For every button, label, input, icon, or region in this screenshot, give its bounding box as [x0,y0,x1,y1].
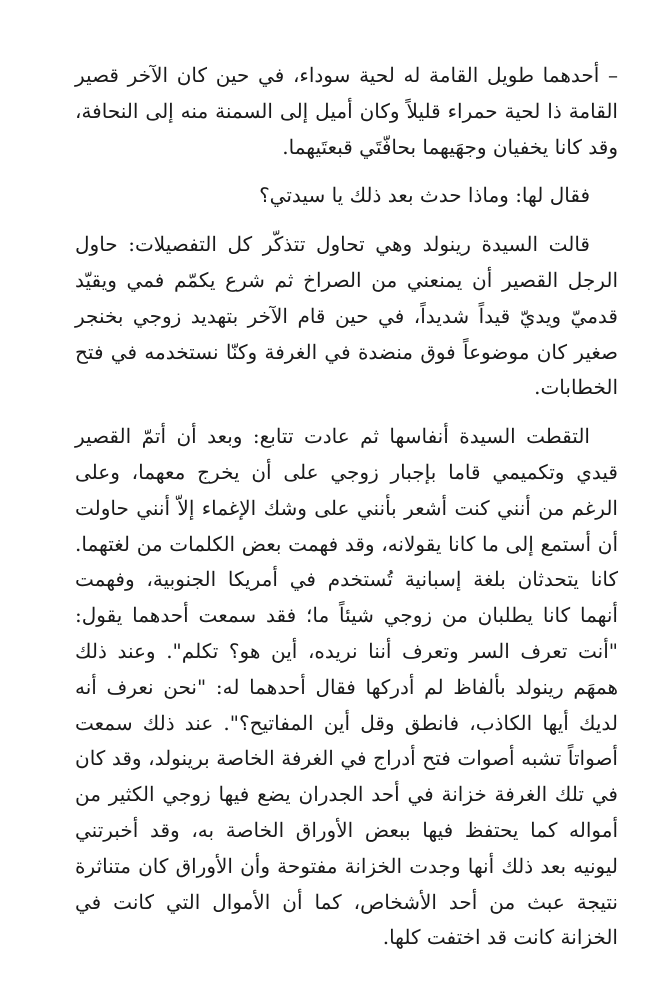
document-page [75,58,618,956]
paragraph-gap [75,214,618,227]
paragraph-mrs-renauld-account: قالت السيدة رينولد وهي تحاول تتذكّر كل التفصيلات: حاول الرجل القصير أن يمنعني من الصراخ ثم شرع يكمّم فمي ويقيّد قدميّ ويديّ قيداً شديداً، في حين قام الآخر بتهديد زوجي بخنجر صغير كان موضوعاً فوق منضدة في الغرفة وكنّا نستخدمه في فتح الخطابات. [75,232,618,400]
paragraph-continuation: التقطت السيدة أنفاسها ثم عادت تتابع: وبعد أن أتمّ القصير قيدي وتكميمي قاما بإجبار زوجي على أن يخرج معهما، وعلى الرغم من أنني كنت أشعر بأنني على وشك الإغماء إلاّ أنني حاولت أن أستمع إلى ما كانا يقولانه، وقد فهمت بعض الكلمات من لغتهما. كانا يتحدثان بلغة إسبانية تُستخدم في أمريكا الجنوبية، وفهمت أنهما كانا يطلبان من زوجي شيئاً ما؛ فقد سمعت أحدهما يقول: "أنت تعرف السر وتعرف أننا نريده، أين هو؟ تكلم". وعند ذلك همهَم رينولد بألفاظ لم أدركها فقال أحدهما له: "نحن نعرف أنه لديك أيها الكاذب، فانطق وقل أين المفاتيح؟". عند ذلك سمعت أصواتاً تشبه أصوات فتح أدراج في الغرفة الخاصة برينولد، وقد كان في تلك الغرفة خزانة في أحد الجدران يضع فيها زوجي الكثير من أمواله كما يحتفظ فيها ببعض الأوراق الخاصة به، وقد أخبرتني ليونيه بعد ذلك أنها وجدت الخزانة مفتوحة وأن الأوراق كان متناثرة نتيجة عبث من أحد الأشخاص، كما أن الأموال التي كانت في الخزانة كانت قد اختفت كلها. [75,424,618,950]
paragraph-gap [75,165,618,178]
paragraph-question: فقال لها: وماذا حدث بعد ذلك يا سيدتي؟ [259,183,590,208]
paragraph-gap [75,406,618,419]
paragraph-description-of-attackers: – أحدهما طويل القامة له لحية سوداء، في حين كان الآخر قصير القامة ذا لحية حمراء قليلاً وكان أميل إلى السمنة منه إلى النحافة، وقد كانا يخفيان وجهَيهما بحافّتَي قبعتَيهما. [75,63,618,159]
